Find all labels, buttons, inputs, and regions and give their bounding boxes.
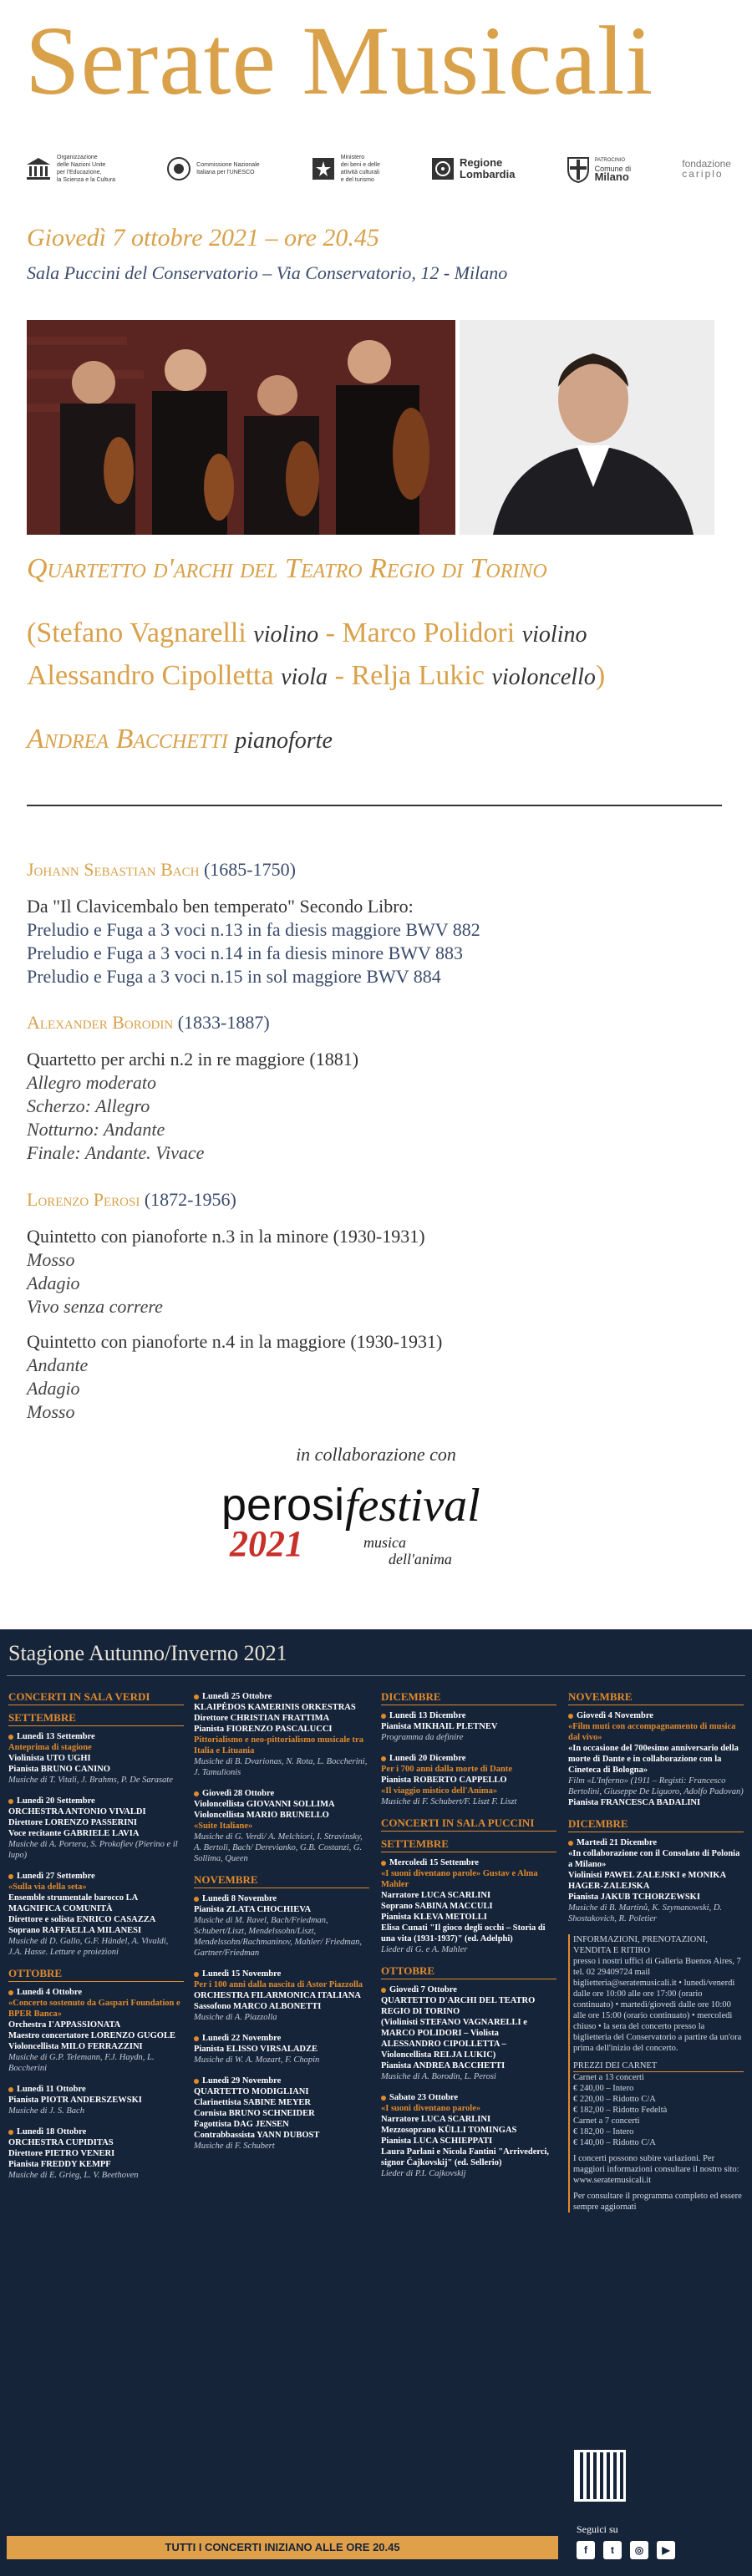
- event-item: [381, 1857, 556, 1955]
- event-line: Pianista MIKHAIL PLETNEV: [381, 1722, 498, 1731]
- movement: Adagio: [27, 1378, 80, 1399]
- event-item: [194, 1788, 369, 1864]
- regione-line: Regione: [460, 156, 503, 169]
- event-line: Violoncellista GIOVANNI SOLLIMA: [194, 1800, 335, 1809]
- event-line: Violoncellista MILO FERRAZZINI: [8, 2042, 143, 2051]
- movement: Mosso: [27, 1249, 75, 1270]
- unesco-logo: [25, 154, 115, 184]
- price-line: Carnet a 13 concerti: [573, 2073, 644, 2082]
- event-music: Musiche di G. Verdi/ A. Melchiori, I. Stravinsky, A. Bertoli, Bach/ Derevianko, G.B. Costanzi, G. Sollima, Queen: [194, 1832, 363, 1863]
- event-line: Violinista UTO UGHI: [8, 1754, 91, 1763]
- event-date: Lunedì 25 Ottobre: [194, 1691, 369, 1702]
- event-line: (Violinisti STEFANO VAGNARELLI e MARCO POLIDORI – Violista ALESSANDRO CIPOLLETTA – Violoncellista RELJA LUKIC): [381, 2018, 527, 2060]
- movement: Allegro moderato: [27, 1072, 156, 1093]
- price-line: Carnet a 7 concerti: [573, 2116, 640, 2126]
- season-poster: [0, 1629, 752, 2576]
- event-line: Pianista FRANCESCA BADALINI: [568, 1798, 701, 1807]
- event-item: [568, 1710, 744, 1808]
- temple-icon: [25, 156, 52, 181]
- event-title: Per i 700 anni dalla morte di Dante: [381, 1765, 513, 1774]
- program-borodin: [27, 1011, 729, 1165]
- regione-logo: [431, 157, 515, 180]
- event-title: «Il viaggio mistico dell'Anima»: [381, 1786, 498, 1796]
- work-title: Quintetto con pianoforte n.3 in la minore (1930-1931): [27, 1226, 425, 1247]
- event-item: [194, 1969, 369, 2023]
- event-line: Pianista ELISSO VIRSALADZE: [194, 2045, 318, 2054]
- pianist-instrument: pianoforte: [235, 728, 333, 754]
- quartet-photo: [27, 320, 455, 535]
- month-heading: SETTEMBRE: [8, 1712, 184, 1726]
- event-date: Lunedì 29 Novembre: [194, 2076, 369, 2086]
- event-music: Musiche di G.P. Telemann, F.J. Haydn, L. Boccherini: [8, 2053, 155, 2073]
- event-music: Musiche di T. Vitali, J. Brahms, P. De Sarasate: [8, 1776, 173, 1785]
- program-bach: [27, 858, 729, 988]
- bullet-icon: [8, 1874, 13, 1879]
- paren-close: ): [595, 660, 606, 691]
- performer-instrument: violoncello: [491, 664, 596, 690]
- bullet-icon: [8, 1990, 13, 1995]
- event-music: Musiche di W. A. Mozart, F. Chopin: [194, 2055, 320, 2065]
- event-line: Pianista KLEVA METOLLI: [381, 1913, 487, 1922]
- event-line: Pianista ROBERTO CAPPELLO: [381, 1776, 507, 1785]
- section-heading: CONCERTI IN SALA PUCCINI: [381, 1817, 556, 1832]
- event-line: QUARTETTO D'ARCHI DEL TEATRO REGIO DI TORINO: [381, 1996, 536, 2016]
- month-heading: OTTOBRE: [8, 1968, 184, 1982]
- movement: Vivo senza correre: [27, 1296, 163, 1317]
- info-box: [568, 1934, 744, 2213]
- event-line: Soprano RAFFAELLA MILANESI: [8, 1926, 142, 1935]
- event-line: Maestro concertatore LORENZO GUGOLE: [8, 2031, 175, 2040]
- movement: Andante: [27, 1354, 89, 1375]
- event-line: Pianista FREDDY KEMPF: [8, 2160, 111, 2169]
- event-item: [8, 2126, 184, 2181]
- unesco-line: delle Nazioni Unite: [57, 162, 106, 168]
- event-item: [8, 1796, 184, 1861]
- event-music: Programma da definire: [381, 1733, 464, 1742]
- price-line: € 140,00 – Ridotto C/A: [573, 2138, 656, 2147]
- event-line: Elisa Cunati "Il gioco degli occhi – Storia di una vita (1931-1937)" (ed. Adelphi): [381, 1923, 546, 1943]
- composer-years: (1872-1956): [144, 1189, 236, 1210]
- event-music: Musiche di E. Grieg, L. V. Beethoven: [8, 2171, 139, 2180]
- bullet-icon: [381, 1861, 386, 1866]
- event-date: Lunedì 15 Novembre: [194, 1969, 369, 1979]
- event-date: Lunedì 18 Ottobre: [8, 2126, 184, 2137]
- event-line: Pianista FIORENZO PASCALUCCI: [194, 1725, 333, 1734]
- unesco-line: per l'Educazione,: [57, 170, 102, 175]
- movement: Scherzo: Allegro: [27, 1095, 150, 1116]
- event-line: Sassofono MARCO ALBONETTI: [194, 2002, 322, 2011]
- pianist: [27, 724, 333, 755]
- month-heading: DICEMBRE: [381, 1691, 556, 1705]
- event-music: Musiche di J. S. Bach: [8, 2106, 84, 2116]
- bullet-icon: [194, 1694, 199, 1700]
- sponsor-logos: [25, 135, 731, 202]
- bullet-icon: [194, 1791, 199, 1796]
- poster-title: Stagione Autunno/Inverno 2021: [8, 1641, 287, 1665]
- event-music: Musiche di D. Gallo, G.F. Händel, A. Vivaldi, J.A. Hasse. Letture e proiezioni: [8, 1937, 169, 1957]
- event-line: «In occasione del 700esimo anniversario della morte di Dante e in collaborazione con la Cineteca di Bologna»: [568, 1744, 739, 1775]
- youtube-icon[interactable]: ▶: [657, 2541, 675, 2559]
- event-item: [568, 1837, 744, 1924]
- event-title: «Sulla via della seta»: [8, 1882, 87, 1892]
- event-venue: Sala Puccini del Conservatorio – Via Conservatorio, 12 - Milano: [27, 262, 508, 283]
- event-line: ORCHESTRA ANTONIO VIVALDI: [8, 1807, 146, 1816]
- event-line: Mezzosoprano KÜLLI TOMINGAS: [381, 2126, 517, 2135]
- bullet-icon: [568, 1714, 573, 1719]
- month-heading: SETTEMBRE: [381, 1838, 556, 1852]
- performer-instrument: violino: [521, 622, 587, 648]
- event-title: «I suoni diventano parole»: [381, 2104, 481, 2113]
- bullet-icon: [381, 1988, 386, 1993]
- unesco-line: Organizzazione: [57, 155, 98, 160]
- separator: -: [334, 660, 344, 691]
- event-title: Per i 100 anni dalla nascita di Astor Piazzolla: [194, 1980, 363, 1989]
- composer-heading: [27, 1188, 729, 1212]
- poster-column-2: [194, 1684, 369, 2162]
- unesco-line: la Scienza e la Cultura: [57, 177, 116, 183]
- event-date: Giovedì 28 Ottobre: [194, 1788, 369, 1799]
- event-line: ORCHESTRA FILARMONICA ITALIANA: [194, 1991, 361, 2000]
- performer-name: Alessandro Cipolletta: [27, 660, 274, 691]
- bullet-icon: [194, 1972, 199, 1977]
- event-line: Direttore LORENZO PASSERINI: [8, 1818, 138, 1827]
- event-line: Clarinettista SABINE MEYER: [194, 2098, 312, 2107]
- event-music: Musiche di M. Ravel, Bach/Friedman, Schubert/Liszt, Mendelssohn/Liszt, Mendelssohn/Rachmaninov, Mahler/ Friedman, Gartner/Friedman: [194, 1916, 363, 1958]
- event-line: Fagottista DAG JENSEN: [194, 2120, 289, 2129]
- event-music: Lieder di P.I. Cajkovskij: [381, 2169, 466, 2178]
- follow-label: Seguici su: [577, 2523, 618, 2535]
- event-line: Violinisti PAWEL ZALEJSKI e MONIKA HAGER-ZALEJSKA: [568, 1871, 726, 1891]
- poster-divider: [7, 1675, 745, 1676]
- event-date: Lunedì 27 Settembre: [8, 1871, 184, 1882]
- bullet-icon: [8, 2130, 13, 2135]
- event-item: [194, 2033, 369, 2065]
- event-item: [8, 2084, 184, 2116]
- collaboration-text: in collaborazione con: [296, 1444, 456, 1465]
- event-line: Direttore CHRISTIAN FRATTIMA: [194, 1714, 330, 1723]
- event-line: Pianista ANDREA BACCHETTI: [381, 2061, 506, 2070]
- event-music: Musiche di F. Schubert/F. Liszt F. Liszt: [381, 1797, 517, 1806]
- ministero-line: e del turismo: [340, 177, 374, 183]
- event-date: Sabato 23 Ottobre: [381, 2092, 556, 2103]
- event-line: Direttore e solista ENRICO CASAZZA: [8, 1915, 156, 1924]
- event-item: [381, 2092, 556, 2179]
- program-perosi: [27, 1188, 729, 1424]
- event-line: Pianista PIOTR ANDERSZEWSKI: [8, 2096, 142, 2105]
- event-line: QUARTETTO MODIGLIANI: [194, 2087, 309, 2096]
- section-heading: CONCERTI IN SALA VERDI: [8, 1691, 184, 1705]
- event-date: Lunedì 22 Novembre: [194, 2033, 369, 2044]
- fondazione-line: fondazione: [682, 158, 731, 170]
- facebook-icon[interactable]: f: [577, 2541, 595, 2559]
- price-line: € 220,00 – Ridotto C/A: [573, 2095, 656, 2104]
- event-line: Pianista LUCA SCHIEPPATI: [381, 2137, 493, 2146]
- seal-icon: [166, 156, 191, 181]
- work-title: Quintetto con pianoforte n.4 in la maggiore (1930-1931): [27, 1331, 443, 1352]
- event-item: [194, 2076, 369, 2152]
- crest-icon: [567, 155, 590, 183]
- fondazione-logo: [682, 159, 731, 179]
- event-line: Soprano SABINA MACCULI: [381, 1902, 493, 1911]
- event-date: Mercoledì 15 Settembre: [381, 1857, 556, 1868]
- info-heading: INFORMAZIONI, PRENOTAZIONI, VENDITA E RITIRO: [573, 1935, 709, 1955]
- bullet-icon: [381, 1714, 386, 1719]
- poster-footer: TUTTI I CONCERTI INIZIANO ALLE ORE 20.45: [7, 2536, 558, 2559]
- event-line: Violoncellista MARIO BRUNELLO: [194, 1811, 329, 1820]
- bullet-icon: [381, 2096, 386, 2101]
- month-heading: NOVEMBRE: [194, 1874, 369, 1888]
- event-line: Pianista BRUNO CANINO: [8, 1765, 110, 1774]
- regione-line: Lombardia: [460, 168, 516, 180]
- bullet-icon: [568, 1841, 573, 1846]
- event-line: Voce recitante GABRIELE LAVIA: [8, 1829, 140, 1838]
- event-title: Pittorialismo e neo-pittorialismo musicale tra Italia e Lituania: [194, 1735, 363, 1755]
- pianist-photo: [460, 320, 714, 535]
- event-line: Pianista ZLATA CHOCHIEVA: [194, 1905, 312, 1914]
- event-item: [8, 1987, 184, 2074]
- composer-name: Alexander Borodin: [27, 1012, 174, 1033]
- event-date: Lunedì 20 Settembre: [8, 1796, 184, 1806]
- work-title: Preludio e Fuga a 3 voci n.13 in fa diesis maggiore BWV 882: [27, 919, 480, 940]
- info-text: presso i nostri uffici di Galleria Buenos Aires, 7 tel. 02 29409724 mail biglietteria@seratemusicali.it • lunedì/venerdì dalle ore 10:00 alle ore 17:00 (orario continuato) • martedì/giovedì dalle ore 10:00 alle ore 15:00 (orario continuato) • mercoledì chiuso • la sera del concerto presso la biglietteria del Conservatorio a partire da un'ora prima dell'inizio del concerto.: [573, 1957, 742, 2053]
- logo-tag1: musica: [363, 1534, 406, 1551]
- event-date: Lunedì 13 Settembre: [8, 1731, 184, 1742]
- separator: -: [325, 617, 335, 648]
- event-line: Orchestra I'APPASSIONATA: [8, 2020, 121, 2030]
- ministero-line: attività culturali: [340, 170, 380, 175]
- event-line: KLAIPĖDOS KAMERINIS ORKESTRAS: [194, 1703, 356, 1712]
- event-line: Pianista JAKUB TCHORZEWSKI: [568, 1893, 700, 1902]
- composer-heading: [27, 1011, 729, 1034]
- social-icons: [577, 2541, 675, 2559]
- event-item: [381, 1753, 556, 1807]
- event-music: Musiche di B. Martinů, K. Szymanowski, D. Shostakovich, R. Poletier: [568, 1903, 723, 1923]
- movement: Notturno: Andante: [27, 1119, 165, 1140]
- event-date: Martedì 21 Dicembre: [568, 1837, 744, 1848]
- event-item: [381, 1710, 556, 1743]
- movement: Mosso: [27, 1401, 75, 1422]
- poster-column-1: [8, 1684, 184, 2191]
- movement: Adagio: [27, 1273, 80, 1293]
- price-line: € 182,00 – Ridotto Fedeltà: [573, 2106, 668, 2115]
- comune-line: Comune di: [594, 165, 632, 173]
- event-date: Lunedì 11 Ottobre: [8, 2084, 184, 2095]
- event-title: «I suoni diventano parole» Gustav e Alma Mahler: [381, 1869, 538, 1889]
- work-title: Preludio e Fuga a 3 voci n.15 in sol maggiore BWV 884: [27, 966, 441, 987]
- prices-heading: PREZZI DEI CARNET: [573, 2060, 744, 2072]
- bullet-icon: [8, 1799, 13, 1804]
- commission-line: Italiana per l'UNESCO: [196, 170, 255, 175]
- event-title: «Film muti con accompagnamento di musica dal vivo»: [568, 1722, 736, 1742]
- event-music: Musiche di B. Dvarionas, N. Rota, L. Boccherini, J. Tamulionis: [194, 1757, 368, 1777]
- composer-name: Lorenzo Perosi: [27, 1189, 140, 1210]
- bullet-icon: [194, 1897, 199, 1902]
- poster-column-4: [568, 1684, 744, 2213]
- pianist-name: Andrea Bacchetti: [27, 724, 228, 755]
- event-line: Narratore LUCA SCARLINI: [381, 1891, 491, 1900]
- performer-instrument: viola: [281, 664, 328, 690]
- composer-years: (1833-1887): [177, 1012, 270, 1033]
- event-line: Contrabbassista YANN DUBOST: [194, 2131, 320, 2140]
- page-title: Serate Musicali: [25, 6, 654, 115]
- rose-icon: [431, 157, 455, 180]
- ministero-star-icon: [311, 156, 336, 181]
- price-line: € 182,00 – Intero: [573, 2127, 634, 2137]
- divider: [27, 805, 722, 806]
- event-item: [381, 1984, 556, 2082]
- perosi-festival-logo: [221, 1479, 522, 1596]
- comune-logo: [567, 155, 632, 183]
- composer-name: Johann Sebastian Bach: [27, 859, 200, 880]
- month-heading: DICEMBRE: [568, 1818, 744, 1832]
- event-item: [194, 1691, 369, 1778]
- event-line: Narratore LUCA SCARLINI: [381, 2115, 491, 2124]
- event-item: [8, 1871, 184, 1958]
- qr-code[interactable]: [577, 2452, 623, 2499]
- composer-heading: [27, 858, 729, 882]
- composer-years: (1685-1750): [203, 859, 296, 880]
- instagram-icon[interactable]: ◎: [630, 2541, 648, 2559]
- twitter-icon[interactable]: t: [603, 2541, 622, 2559]
- event-date: Lunedì 13 Dicembre: [381, 1710, 556, 1721]
- work-title: Quartetto per archi n.2 in re maggiore (1881): [27, 1049, 359, 1070]
- bullet-icon: [8, 2087, 13, 2092]
- event-date: Lunedì 4 Ottobre: [8, 1987, 184, 1998]
- bullet-icon: [194, 2079, 199, 2084]
- event-line: Laura Parlani e Nicola Fantini "Arrivederci, signor Čajkovskij" (ed. Sellerio): [381, 2147, 550, 2167]
- ministero-logo: [311, 154, 380, 184]
- event-item: [8, 1731, 184, 1786]
- bullet-icon: [8, 1735, 13, 1740]
- poster-column-3: [381, 1684, 556, 2189]
- event-music: Musiche di A. Portera, S. Prokofiev (Pierino e il lupo): [8, 1840, 178, 1860]
- note-text: I concerti possono subire variazioni. Per maggiori informazioni consultare il nostro sito: www.seratemusicali.it: [573, 2154, 739, 2185]
- performer-name: Marco Polidori: [342, 617, 516, 648]
- commission-line: Commissione Nazionale: [196, 162, 260, 168]
- work-intro: Da "Il Clavicembalo ben temperato" Secondo Libro:: [27, 896, 414, 917]
- ministero-line: dei beni e delle: [340, 162, 380, 168]
- pianist-photo-drawing: [460, 320, 714, 535]
- ensemble-name: Quartetto d'archi del Teatro Regio di Torino: [27, 553, 547, 584]
- month-heading: NOVEMBRE: [568, 1691, 744, 1705]
- performers-list: [27, 612, 605, 698]
- ministero-line: Ministero: [340, 155, 365, 160]
- event-item: [194, 1893, 369, 1959]
- note-text: Per consultare il programma completo ed essere sempre aggiornati: [573, 2192, 742, 2212]
- event-date: Giovedì 7 ottobre 2021 – ore 20.45: [27, 224, 379, 252]
- logo-tag2: dell'anima: [389, 1551, 452, 1567]
- event-date: Giovedì 4 Novembre: [568, 1710, 744, 1721]
- bullet-icon: [381, 1756, 386, 1761]
- event-music: Musiche di F. Schubert: [194, 2142, 275, 2151]
- logo-word: perosi: [221, 1480, 345, 1530]
- fondazione-line: cariplo: [682, 168, 724, 180]
- social-links: [577, 2523, 675, 2559]
- logo-year: 2021: [230, 1523, 303, 1564]
- comune-line: Milano: [594, 170, 629, 183]
- movement: Finale: Andante. Vivace: [27, 1142, 205, 1163]
- quartet-photo-drawing: [27, 320, 455, 535]
- event-title: Anteprima di stagione: [8, 1743, 92, 1752]
- event-line: Direttore PIETRO VENERI: [8, 2149, 115, 2158]
- event-line: ORCHESTRA CUPIDITAS: [8, 2138, 114, 2147]
- work-title: Preludio e Fuga a 3 voci n.14 in fa diesis minore BWV 883: [27, 943, 464, 963]
- event-line: «In collaborazione con il Consolato di Polonia a Milano»: [568, 1849, 740, 1869]
- event-date: Giovedì 7 Ottobre: [381, 1984, 556, 1995]
- event-line: Cornista BRUNO SCHNEIDER: [194, 2109, 315, 2118]
- bullet-icon: [194, 2036, 199, 2041]
- comune-line: PATROCINIO: [594, 158, 626, 163]
- month-heading: OTTOBRE: [381, 1965, 556, 1979]
- event-music: Musiche di A. Piazzolla: [194, 2013, 277, 2022]
- performer-name: Relja Lukic: [351, 660, 485, 691]
- logo-festival: festival: [345, 1480, 480, 1532]
- event-title: «Suite Italiane»: [194, 1821, 253, 1831]
- event-date: Lunedì 8 Novembre: [194, 1893, 369, 1904]
- unesco-commission-logo: [166, 156, 259, 181]
- paren-open: (: [27, 617, 37, 648]
- performer-instrument: violino: [253, 622, 319, 648]
- performer-name: Stefano Vagnarelli: [36, 617, 246, 648]
- event-music: Musiche di A. Borodin, L. Perosi: [381, 2072, 496, 2081]
- event-date: Lunedì 20 Dicembre: [381, 1753, 556, 1764]
- event-music: Film «L'Inferno» (1911 – Registi: Francesco Bertolini, Giuseppe De Liguoro, Adolfo Padovan): [568, 1776, 744, 1796]
- price-line: € 240,00 – Intero: [573, 2084, 634, 2093]
- event-line: Ensemble strumentale barocco LA MAGNIFICA COMUNITÀ: [8, 1893, 138, 1913]
- event-title: «Concerto sostenuto da Gaspari Foundation e BPER Banca»: [8, 1999, 180, 2019]
- event-music: Lieder di G. e A. Mahler: [381, 1945, 468, 1954]
